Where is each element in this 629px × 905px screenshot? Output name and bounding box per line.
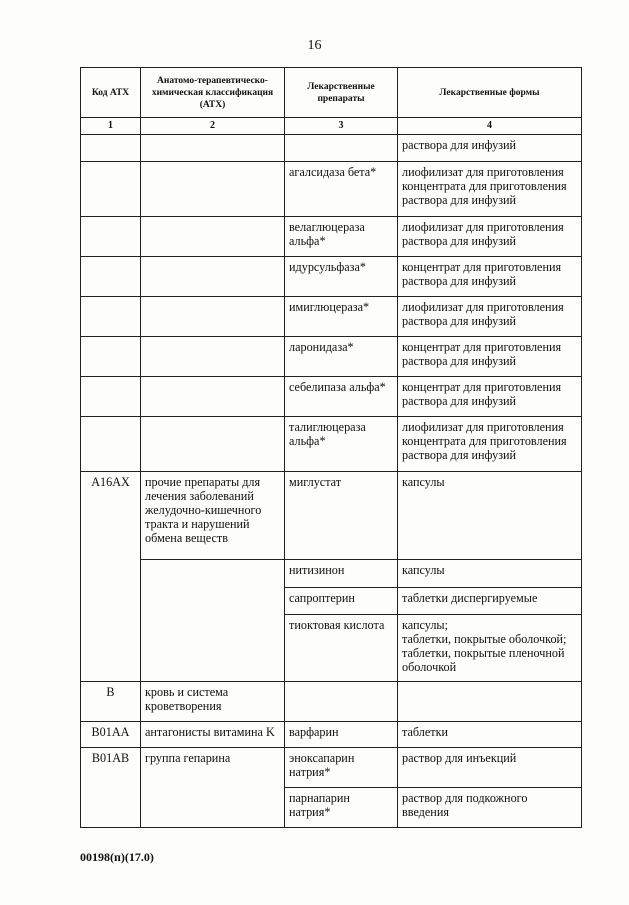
atc-class — [141, 162, 285, 217]
drug-name — [285, 135, 398, 162]
table-row — [81, 377, 582, 417]
table-row — [81, 135, 582, 162]
atc-class: антагонисты витамина K — [141, 722, 285, 748]
drug-name: эноксапарин натрия* — [285, 748, 398, 788]
atc-code — [81, 162, 141, 217]
table-row — [81, 337, 582, 377]
page-number: 16 — [307, 38, 322, 53]
atc-code — [81, 257, 141, 297]
drug-name: нитизинон — [285, 560, 398, 588]
drug-form: раствора для инфузий — [398, 135, 582, 162]
drug-form: концентрат для приготовления раствора для инфузий — [398, 377, 582, 417]
drug-name: идурсульфаза* — [285, 257, 398, 297]
drug-form: лиофилизат для приготовления раствора для инфузий — [398, 217, 582, 257]
atc-class — [141, 217, 285, 257]
table-row — [81, 162, 582, 217]
atc-table — [80, 67, 582, 828]
header-code: Код АТХ — [81, 68, 141, 118]
header-forms: Лекарственные формы — [398, 68, 582, 118]
drug-name — [285, 682, 398, 722]
atc-code: B01AA — [81, 722, 141, 748]
table-row — [81, 682, 582, 722]
table-row — [81, 417, 582, 472]
table-row — [81, 748, 582, 788]
table-row — [81, 560, 582, 588]
atc-code — [81, 135, 141, 162]
drug-form: капсулы — [398, 560, 582, 588]
drug-name: имиглюцераза* — [285, 297, 398, 337]
header-classification: Анатомо-терапевтическо-химическая классификация (АТХ) — [141, 68, 285, 118]
table-row — [81, 257, 582, 297]
table-row — [81, 472, 582, 560]
drug-name: велаглюцераза альфа* — [285, 217, 398, 257]
atc-class: группа гепарина — [141, 748, 285, 828]
drug-form: концентрат для приготовления раствора для инфузий — [398, 257, 582, 297]
atc-class — [141, 297, 285, 337]
table-row — [81, 297, 582, 337]
header-row — [81, 68, 582, 118]
drug-name: тиоктовая кислота — [285, 615, 398, 682]
col-num-4: 4 — [398, 118, 582, 135]
drug-name: агалсидаза бета* — [285, 162, 398, 217]
atc-class — [141, 135, 285, 162]
atc-class: кровь и система кроветворения — [141, 682, 285, 722]
drug-form: таблетки диспергируемые — [398, 588, 582, 615]
atc-code — [81, 297, 141, 337]
atc-code — [81, 337, 141, 377]
atc-class — [141, 337, 285, 377]
drug-form: раствор для подкожного введения — [398, 788, 582, 828]
drug-form — [398, 682, 582, 722]
atc-code — [81, 217, 141, 257]
drug-name: сапроптерин — [285, 588, 398, 615]
column-number-row — [81, 118, 582, 135]
atc-class — [141, 560, 285, 682]
col-num-3: 3 — [285, 118, 398, 135]
col-num-1: 1 — [81, 118, 141, 135]
atc-code — [81, 377, 141, 417]
table-row — [81, 217, 582, 257]
header-drugs: Лекарственные препараты — [285, 68, 398, 118]
drug-form: таблетки — [398, 722, 582, 748]
atc-class — [141, 417, 285, 472]
drug-name: миглустат — [285, 472, 398, 560]
drug-form: раствор для инъекций — [398, 748, 582, 788]
table-row — [81, 722, 582, 748]
atc-code: A16AX — [81, 472, 141, 682]
drug-name: себелипаза альфа* — [285, 377, 398, 417]
drug-name: ларонидаза* — [285, 337, 398, 377]
drug-form: лиофилизат для приготовления концентрата для приготовления раствора для инфузий — [398, 162, 582, 217]
drug-name: парнапарин натрия* — [285, 788, 398, 828]
drug-name: талиглюцераза альфа* — [285, 417, 398, 472]
atc-code: B01AB — [81, 748, 141, 828]
atc-class — [141, 257, 285, 297]
atc-code — [81, 417, 141, 472]
atc-class — [141, 377, 285, 417]
atc-code: B — [81, 682, 141, 722]
drug-form: капсулы — [398, 472, 582, 560]
drug-form: лиофилизат для приготовления концентрата для приготовления раствора для инфузий — [398, 417, 582, 472]
footer-code: 00198(п)(17.0) — [80, 850, 154, 864]
drug-name: варфарин — [285, 722, 398, 748]
drug-form: капсулы; таблетки, покрытые оболочкой; таблетки, покрытые пленочной оболочкой — [398, 615, 582, 682]
drug-form: концентрат для приготовления раствора для инфузий — [398, 337, 582, 377]
drug-form: лиофилизат для приготовления раствора для инфузий — [398, 297, 582, 337]
atc-class: прочие препараты для лечения заболеваний желудочно-кишечного тракта и нарушений обмена веществ — [141, 472, 285, 560]
col-num-2: 2 — [141, 118, 285, 135]
